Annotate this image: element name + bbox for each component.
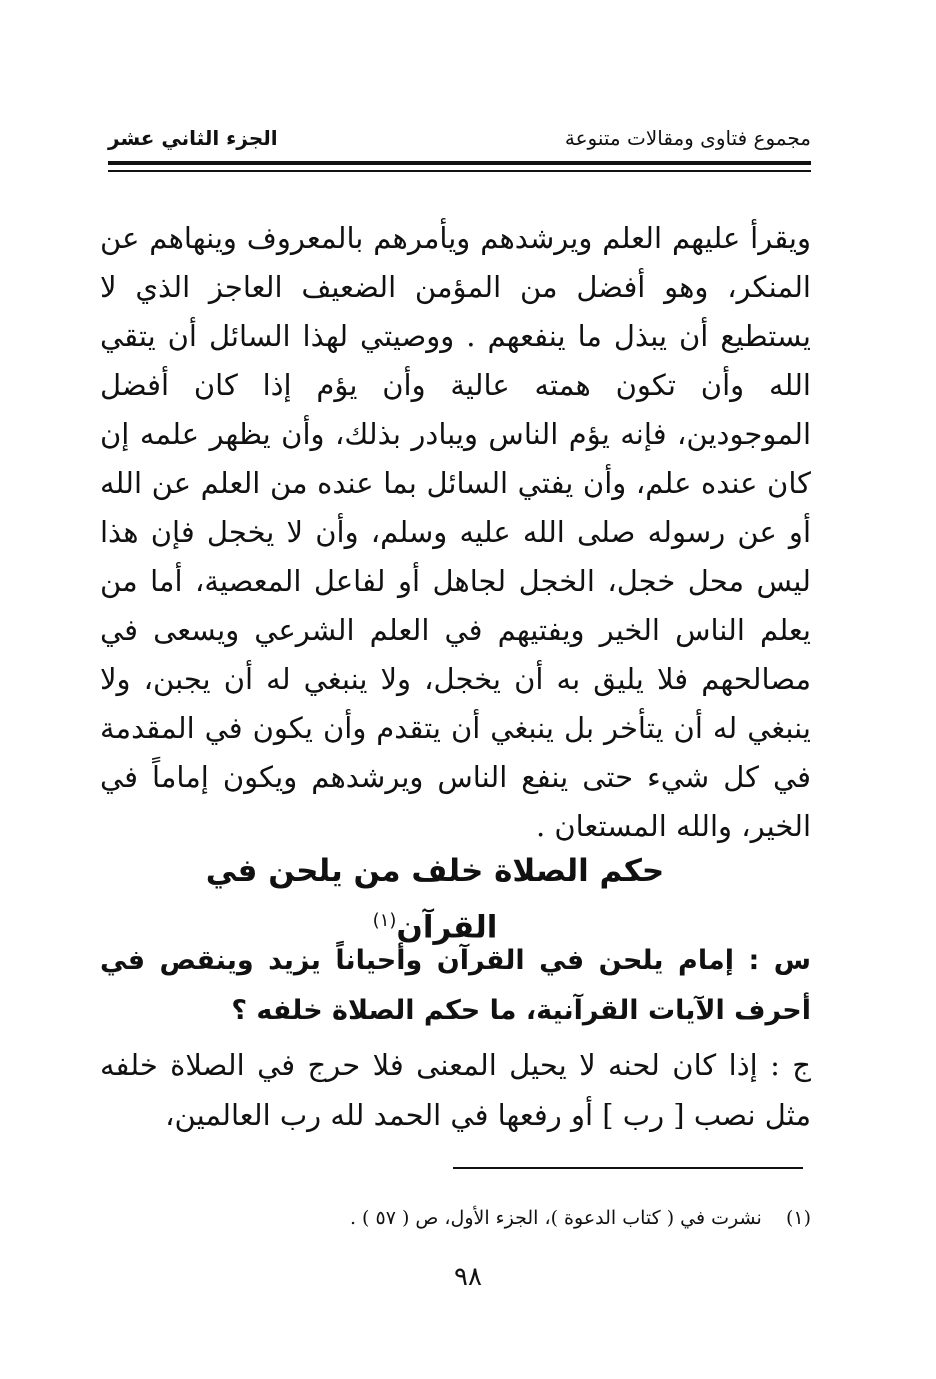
footnote — [200, 1202, 811, 1234]
answer-paragraph: ج : إذا كان لحنه لا يحيل المعنى فلا حرج في الصلاة خلفه مثل نصب [ رب ] أو رفعها في الحمد لله رب العالمين، — [100, 1048, 811, 1132]
footnote-marker: (١) — [785, 1207, 811, 1229]
section-heading-text: حكم الصلاة خلف من يلحن في القرآن — [205, 853, 665, 946]
question-paragraph: س : إمام يلحن في القرآن وأحياناً يزيد وينقص في أحرف الآيات القرآنية، ما حكم الصلاة خلفه ؟ — [100, 945, 811, 1026]
body-paragraph: ويقرأ عليهم العلم ويرشدهم ويأمرهم بالمعروف وينهاهم عن المنكر، وهو أفضل من المؤمن الضعيف العاجز الذي لا يستطيع أن يبذل ما ينفعهم . ووصيتي لهذا السائل أن يتقي الله وأن تكون همته عالية وأن يؤم إذا كان أفضل الموجودين، فإنه يؤم الناس ويبادر بذلك، وأن يظهر علمه إن كان عنده علم، وأن يفتي السائل بما عنده من العلم عن الله أو عن رسوله صلى الله عليه وسلم، وأن لا يخجل فإن هذا ليس محل خجل، الخجل لجاهل أو لفاعل المعصية، أما من يعلم الناس الخير ويفتيهم في العلم الشرعي ويسعى في مصالحهم فلا يليق به أن يخجل، ولا ينبغي له أن يجبن، ولا ينبغي له أن يتأخر بل ينبغي أن يتقدم وأن يكون في المقدمة في كل شيء حتى ينفع الناس ويرشدهم ويكون إماماً في الخير، والله المستعان . — [100, 221, 811, 843]
header-rule-thick — [108, 161, 811, 165]
heading-footnote-marker: (١) — [372, 910, 397, 931]
running-header — [108, 118, 811, 158]
page-number: ٩٨ — [454, 1262, 482, 1292]
book-title: مجموع فتاوى ومقالات متنوعة — [564, 126, 811, 150]
footnote-text: نشرت في ( كتاب الدعوة )، الجزء الأول، ص ( ٥٧ ) . — [349, 1207, 762, 1229]
header-rule-thin — [108, 170, 811, 172]
volume-label: الجزء الثاني عشر — [108, 126, 278, 150]
footnote-separator — [453, 1167, 803, 1169]
